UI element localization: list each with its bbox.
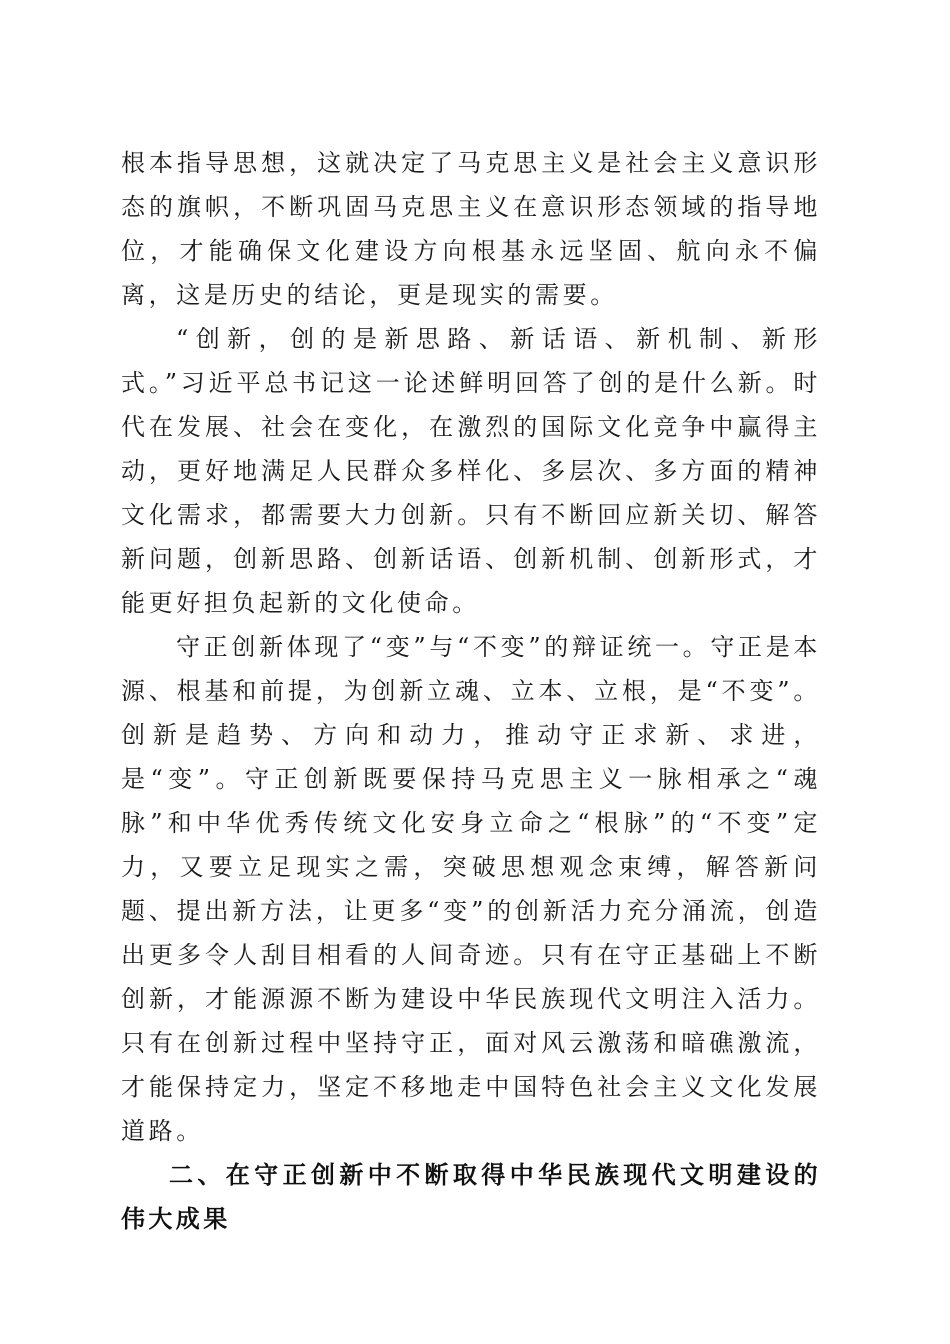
document-body [121, 141, 821, 1241]
paragraph-innovation-quote: “创新，创的是新思路、新话语、新机制、新形式。”习近平总书记这一论述鲜明回答了创的是什么新。时代在发展、社会在变化，在激烈的国际文化竞争中赢得主动，更好地满足人民群众多样化、多层次、多方面的精神文化需求，都需要大力创新。只有不断回应新关切、解答新问题，创新思路、创新话语、创新机制、创新形式，才能更好担负起新的文化使命。 [121, 325, 821, 617]
section-heading: 二、在守正创新中不断取得中华民族现代文明建设的伟大成果 [121, 1161, 821, 1233]
paragraph-continuation: 根本指导思想，这就决定了马克思主义是社会主义意识形态的旗帜，不断巩固马克思主义在意识形态领域的指导地位，才能确保文化建设方向根基永远坚固、航向永不偏离，这是历史的结论，更是现实的需要。 [121, 149, 821, 309]
paragraph-dialectic-unity: 守正创新体现了“变”与“不变”的辩证统一。守正是本源、根基和前提，为创新立魂、立本、立根，是“不变”。创新是趋势、方向和动力，推动守正求新、求进，是“变”。守正创新既要保持马克思主义一脉相承之“魂脉”和中华优秀传统文化安身立命之“根脉”的“不变”定力，又要立足现实之需，突破思想观念束缚，解答新问题、提出新方法，让更多“变”的创新活力充分涌流，创造出更多令人刮目相看的人间奇迹。只有在守正基础上不断创新，才能源源不断为建设中华民族现代文明注入活力。只有在创新过程中坚持守正，面对风云激荡和暗礁激流，才能保持定力，坚定不移地走中国特色社会主义文化发展道路。 [121, 633, 821, 1145]
